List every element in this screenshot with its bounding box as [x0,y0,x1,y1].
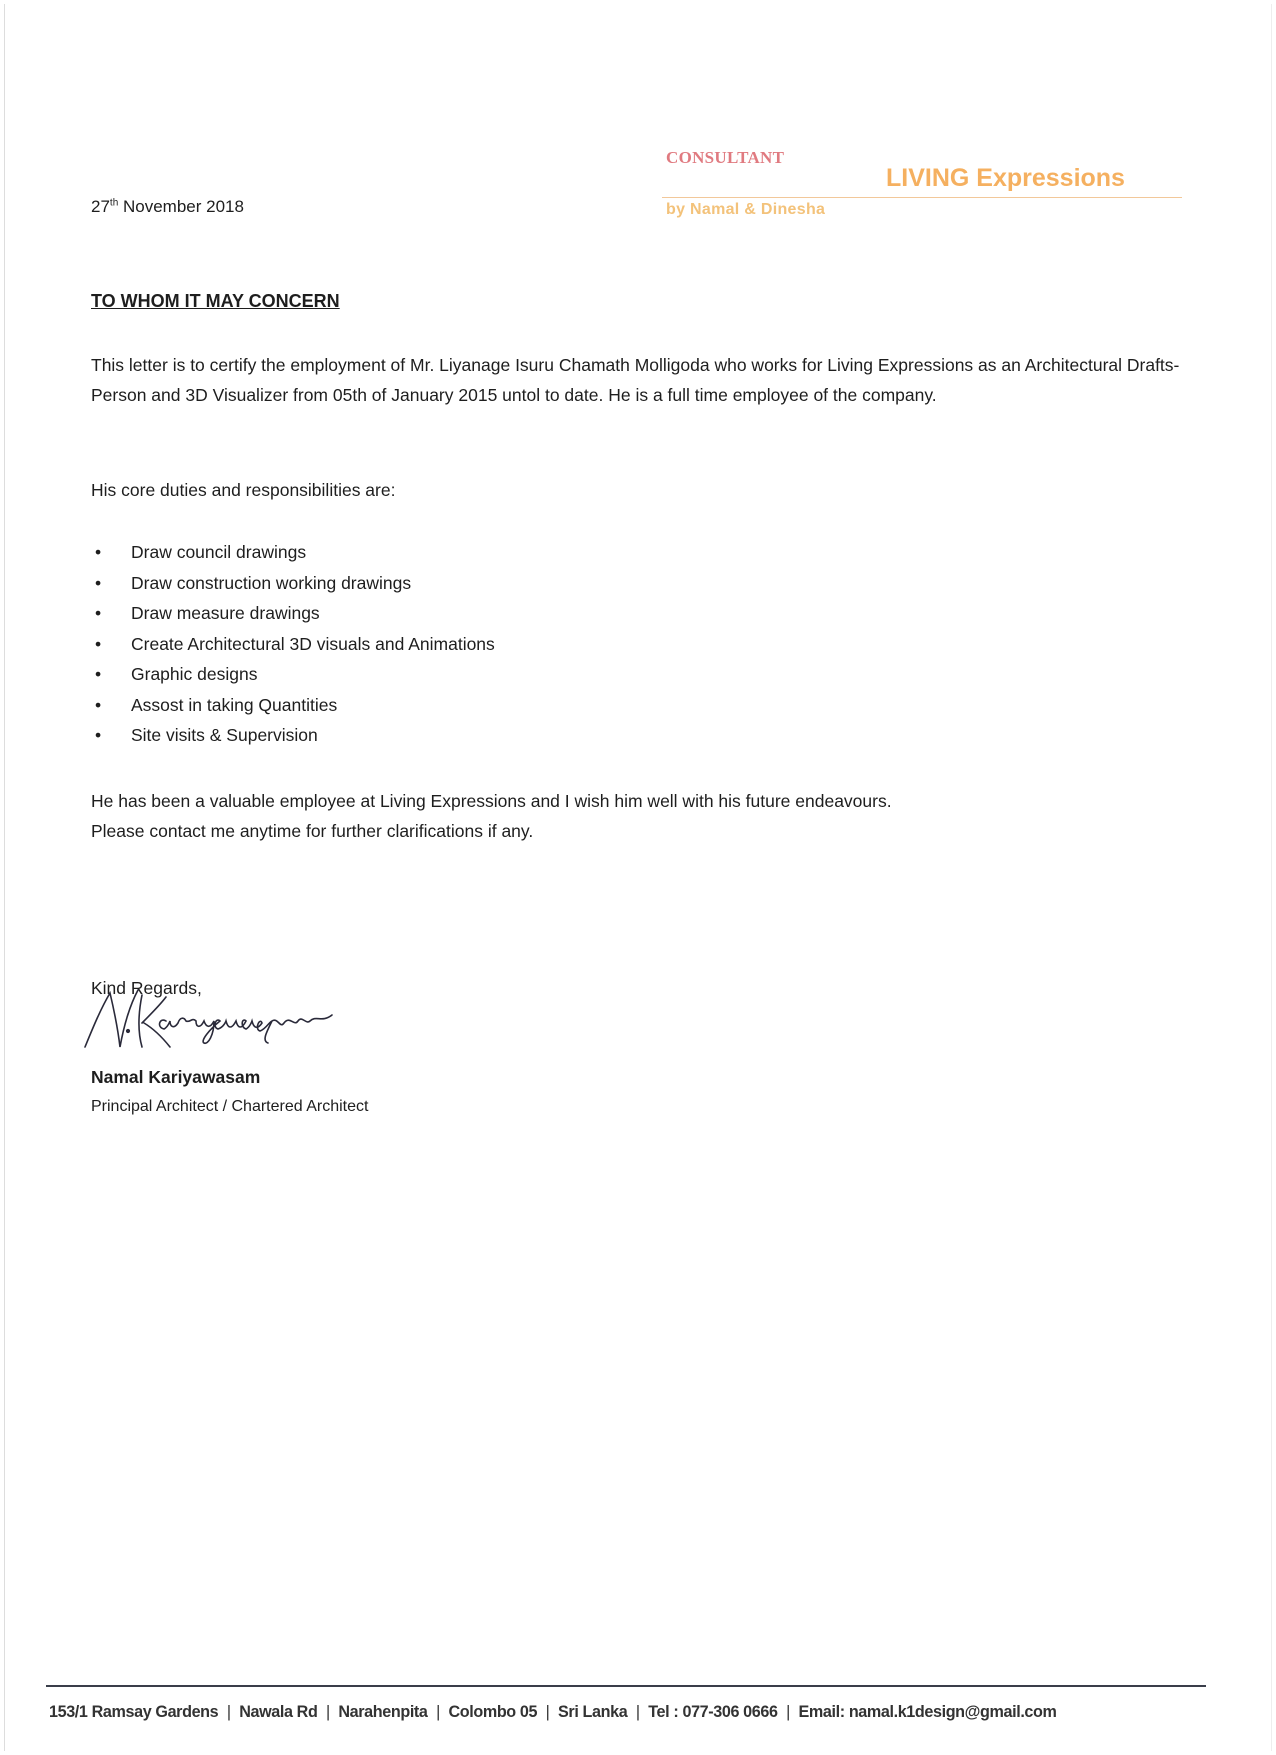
letterhead-divider [662,197,1182,198]
date-day: 27 [91,197,110,216]
duty-text: Site visits & Supervision [131,725,318,745]
footer-address-country: Sri Lanka [558,1702,628,1721]
list-item [91,720,495,751]
signer-title: Principal Architect / Chartered Architect [91,1098,369,1115]
letter-heading: TO WHOM IT MAY CONCERN [91,291,340,311]
duty-text: Assost in taking Quantities [131,694,338,715]
duty-text: Draw measure drawings [131,603,320,623]
list-item [91,537,495,568]
footer-address-street: 153/1 Ramsay Gardens [49,1702,219,1721]
letterhead-byline: by Namal & Dinesha [666,201,826,218]
letter-date [91,197,244,217]
footer-email: Email: namal.k1design@gmail.com [798,1702,1057,1721]
page-edge [4,4,1272,1751]
footer-phone: Tel : 077-306 0666 [648,1702,778,1721]
footer-address-city: Colombo 05 [448,1702,538,1721]
list-item [91,659,495,690]
list-item [91,568,495,599]
footer-address-area: Narahenpita [338,1702,428,1721]
signoff: Kind Regards, [91,978,202,998]
footer-divider [46,1685,1206,1687]
bullet-icon: • [95,694,102,715]
body-paragraph: This letter is to certify the employment of Mr. Liyanage Isuru Chamath Molligoda who works for Living Expressions as an Architectural Drafts-Person and 3D Visualizer from 05th of January 2015 untol to date. He is a full time employee of the company. [91,355,1180,405]
letterhead-consultant: CONSULTANT [666,148,785,167]
footer-separator: | [786,1702,790,1721]
list-item [91,690,495,721]
signature-image [80,985,410,1055]
footer-separator: | [436,1702,440,1721]
letterhead-brand: LIVING Expressions [886,164,1125,192]
list-item [91,598,495,629]
bullet-icon: • [95,542,102,562]
bullet-icon: • [95,664,102,684]
duty-text: Graphic designs [131,664,258,684]
footer-address-road: Nawala Rd [239,1702,318,1721]
list-item [91,629,495,660]
bullet-icon: • [95,572,102,593]
bullet-icon: • [95,633,102,654]
footer-separator: | [325,1702,330,1721]
footer-address [49,1702,1056,1722]
footer-separator: | [545,1702,550,1721]
date-suffix: th [109,197,119,209]
closing-line-1: He has been a valuable employee at Living Expressions and I wish him well with his future endeavours. [91,791,892,811]
bullet-icon: • [95,603,102,623]
footer-separator: | [635,1702,640,1721]
duty-text: Draw construction working drawings [131,572,412,593]
duties-list [91,537,495,751]
bullet-icon: • [95,725,102,745]
footer-separator: | [226,1702,231,1721]
duty-text: Create Architectural 3D visuals and Animations [131,633,495,654]
duties-intro: His core duties and responsibilities are: [91,480,396,500]
closing-line-2: Please contact me anytime for further clarifications if any. [91,821,534,841]
signer-name: Namal Kariyawasam [91,1067,261,1087]
duty-text: Draw council drawings [131,542,307,562]
date-rest: November 2018 [118,197,244,216]
